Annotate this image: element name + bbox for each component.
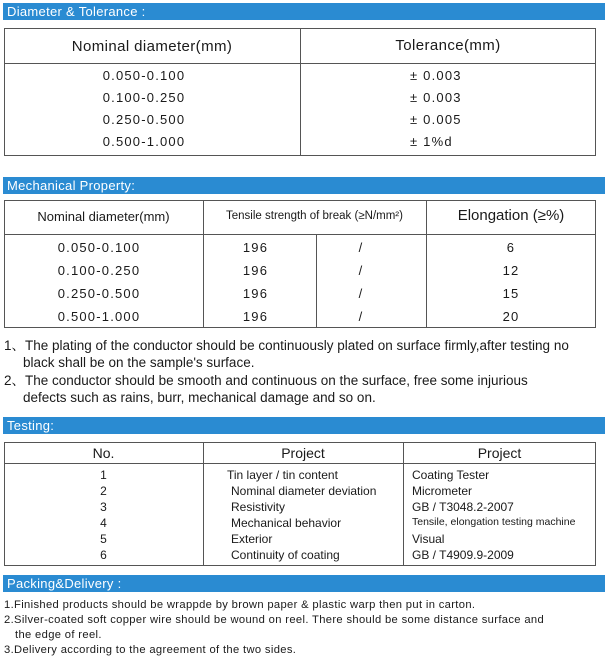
table-cell: 1 [100, 468, 107, 482]
table-cell: Coating Tester [412, 468, 490, 482]
table-cell: / [358, 286, 364, 301]
table-cell: ± 0.003 [410, 90, 462, 105]
section-title-testing: Testing: [3, 417, 605, 434]
table-cell: 0.100-0.250 [57, 263, 141, 278]
section-title-packing-delivery: Packing&Delivery : [3, 575, 605, 592]
header-no: No. [92, 445, 115, 461]
header-elongation: Elongation (≥%) [457, 207, 565, 224]
table-divider [4, 463, 596, 464]
table-cell: 6 [100, 548, 107, 562]
note-line: 1、The plating of the conductor should be continuously plated on surface firmly,after testing no [4, 338, 569, 353]
table-cell: 15 [502, 286, 520, 301]
note-line: 2、The conductor should be smooth and continuous on the surface, free some injurious [4, 373, 528, 388]
table-cell: GB / T4909.9-2009 [412, 548, 514, 562]
table-cell: 12 [502, 263, 520, 278]
table-cell: 196 [242, 263, 269, 278]
table-cell: Visual [412, 532, 445, 546]
table-cell: 5 [100, 532, 107, 546]
table-cell: 0.100-0.250 [102, 90, 186, 105]
header-nominal-diameter: Nominal diameter(mm) [71, 38, 233, 55]
table-cell: / [358, 263, 364, 278]
table-cell: 196 [242, 240, 269, 255]
table-cell: 0.050-0.100 [102, 68, 186, 83]
table-cell: Tensile, elongation testing machine [412, 516, 576, 528]
table-cell: Tin layer / tin content [227, 468, 338, 482]
table-cell: 6 [506, 240, 516, 255]
table-cell: 3 [100, 500, 107, 514]
table-cell: 20 [502, 309, 520, 324]
table-cell: GB / T3048.2-2007 [412, 500, 514, 514]
table-cell: 196 [242, 286, 269, 301]
table-cell: 196 [242, 309, 269, 324]
header-project-method: Project [477, 445, 522, 461]
packing-line: 3.Delivery according to the agreement of the two sides. [4, 644, 297, 656]
table-cell: 0.500-1.000 [57, 309, 141, 324]
table-cell: ± 1%d [410, 134, 453, 149]
header-project: Project [281, 445, 325, 461]
table-cell: 0.250-0.500 [57, 286, 141, 301]
table-divider [403, 442, 404, 566]
table-cell: 0.500-1.000 [102, 134, 186, 149]
table-divider [4, 234, 596, 235]
note-line: defects such as rains, burr, mechanical damage and so on. [23, 390, 376, 405]
table-cell: Micrometer [412, 484, 473, 498]
table-cell: Exterior [231, 532, 273, 546]
table-cell: / [358, 240, 364, 255]
table-divider [203, 442, 204, 566]
table-cell: Mechanical behavior [231, 516, 342, 530]
table-cell: ± 0.005 [410, 112, 462, 127]
packing-line: 2.Silver-coated soft copper wire should be wound on reel. There should be some distance surface and [4, 614, 545, 626]
note-line: black shall be on the sample's surface. [23, 355, 255, 370]
section-title-diameter-tolerance: Diameter & Tolerance : [3, 3, 605, 20]
table-cell: Resistivity [231, 500, 286, 514]
table-cell: 4 [100, 516, 107, 530]
header-tensile-strength: Tensile strength of break (≥N/mm²) [226, 210, 403, 222]
table-cell: 0.250-0.500 [102, 112, 186, 127]
table-cell: Nominal diameter deviation [231, 484, 377, 498]
header-nominal-diameter: Nominal diameter(mm) [37, 209, 170, 224]
header-tolerance: Tolerance(mm) [395, 37, 501, 54]
packing-line: 1.Finished products should be wrappde by brown paper & plastic warp then put in carton. [4, 599, 476, 611]
table-cell: Continuity of coating [231, 548, 340, 562]
table-cell: / [358, 309, 364, 324]
table-cell: 0.050-0.100 [57, 240, 141, 255]
table-cell: ± 0.003 [410, 68, 462, 83]
packing-line: the edge of reel. [15, 629, 102, 641]
section-title-mechanical-property: Mechanical Property: [3, 177, 605, 194]
table-cell: 2 [100, 484, 107, 498]
